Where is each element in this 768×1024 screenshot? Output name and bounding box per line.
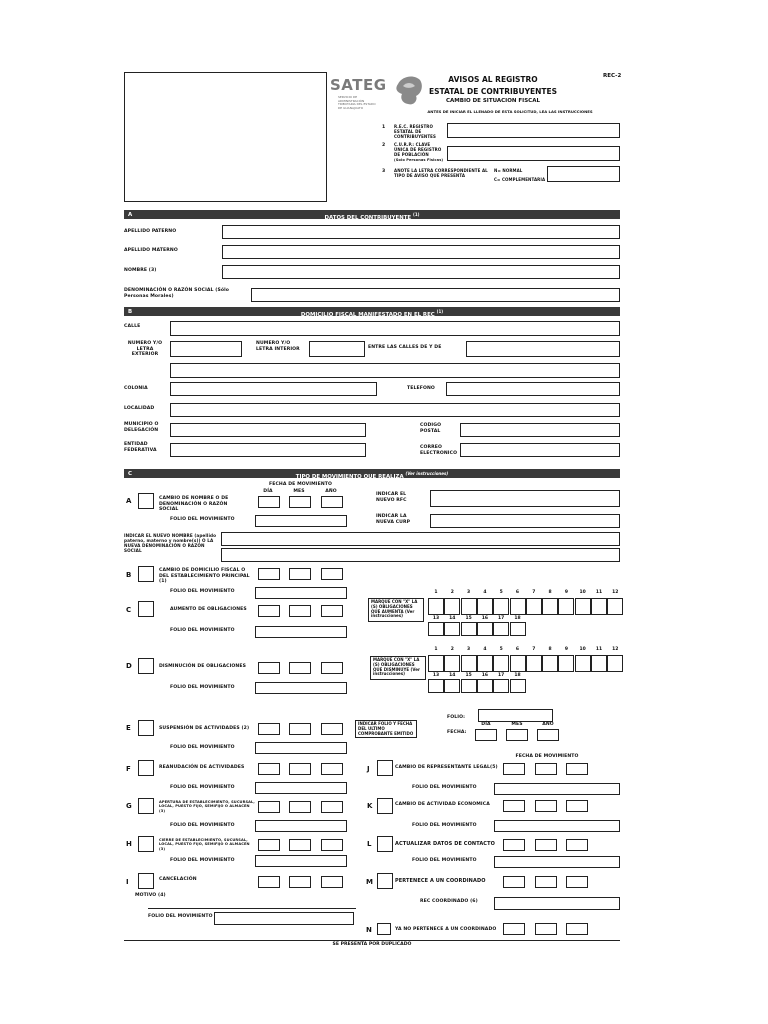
correo-input[interactable]: [460, 443, 620, 457]
mov-e-anio-label: AÑO: [542, 722, 554, 727]
mov-c-obligation-number-10: 10: [579, 590, 586, 595]
mov-d-obligation-number-4: 4: [483, 647, 487, 652]
mov-c-obligation-box-16[interactable]: [477, 622, 493, 636]
mov-n-letter: N: [366, 926, 372, 934]
photo-box: [124, 72, 327, 202]
localidad-input[interactable]: [170, 403, 620, 417]
mov-i-folio-label: FOLIO DEL MOVIMIENTO: [148, 914, 213, 919]
mov-h-day[interactable]: [258, 839, 280, 851]
telefono-label: TELEFONO: [407, 386, 435, 391]
normal-label: N= NORMAL: [494, 168, 523, 173]
form-subtitle: CAMBIO DE SITUACION FISCAL: [446, 98, 540, 104]
mov-b-folio-label: FOLIO DEL MOVIMIENTO: [170, 589, 235, 594]
calle-label: CALLE: [124, 324, 141, 329]
mov-c-letter: C: [126, 606, 132, 614]
mov-d-obligation-number-17: 17: [498, 673, 505, 678]
field-2-number: 2: [382, 143, 386, 148]
mov-h-folio-label: FOLIO DEL MOVIMIENTO: [170, 858, 235, 863]
mov-c-obligation-number-15: 15: [465, 616, 472, 621]
mov-d-obligation-number-5: 5: [499, 647, 503, 652]
mov-n-label: YA NO PERTENECE A UN COORDINADO: [395, 927, 497, 932]
entre-calles-input-1[interactable]: [466, 341, 620, 357]
mov-d-obligation-box-14[interactable]: [444, 679, 460, 693]
field-3-number: 3: [382, 169, 386, 174]
mov-d-obligation-number-18: 18: [514, 673, 521, 678]
colonia-input[interactable]: [170, 382, 377, 396]
mov-h-label: CIERRE DE ESTABLECIMIENTO, SUCURSAL, LOCAL, PUESTO FIJO, SEMIFIJO O ALMACEN (3): [159, 838, 250, 851]
mov-d-obligation-box-18[interactable]: [510, 679, 526, 693]
mov-a-letter: A: [126, 497, 132, 505]
mov-d-obligation-number-7: 7: [532, 647, 536, 652]
mov-l-day[interactable]: [503, 839, 525, 851]
mov-c-obligation-number-13: 13: [432, 616, 440, 621]
mov-a-checkbox[interactable]: [138, 493, 154, 509]
municipio-label: MUNICIPIO O DELEGACIÓN: [124, 422, 159, 433]
mov-c-obligation-number-7: 7: [532, 590, 536, 595]
mov-h-folio-input[interactable]: [255, 855, 347, 867]
mov-g-month[interactable]: [289, 801, 311, 813]
mov-b-folio-input[interactable]: [255, 587, 347, 599]
mov-e-label: SUSPENSIÓN DE ACTIVIDADES (2): [159, 726, 250, 731]
mov-c-obligation-box-18[interactable]: [510, 622, 526, 636]
mov-c-obligation-number-5: 5: [499, 590, 503, 595]
section-b-sup: (1): [436, 308, 444, 314]
nuevo-nombre-label: INDICAR EL NUEVO NOMBRE (apellido paterno, materno y nombre(s)) O LA NUEVA DENOMINACIÓN O RAZÓN SOCIAL: [124, 533, 217, 553]
rec-coordinado-input[interactable]: [494, 897, 620, 910]
mov-e-folio-mov-input[interactable]: [255, 742, 347, 754]
mov-a-folio-input[interactable]: [255, 515, 347, 527]
mov-a-folio-label: FOLIO DEL MOVIMIENTO: [170, 517, 235, 522]
mov-l-label: ACTUALIZAR DATOS DE CONTACTO: [395, 841, 495, 847]
mov-f-folio-input[interactable]: [255, 782, 347, 794]
mov-c-note: MARQUE CON "X" LA (S) OBLIGACIONES QUE AUMENTA (Ver instrucciones): [368, 598, 424, 622]
mov-c-obligation-box-2[interactable]: [444, 598, 460, 615]
mov-e-checkbox[interactable]: [138, 720, 154, 736]
mov-a-year[interactable]: [321, 496, 343, 508]
mov-b-letter: B: [126, 571, 132, 579]
mov-c-obligation-box-6[interactable]: [510, 598, 526, 615]
mov-j-day[interactable]: [503, 763, 525, 775]
mov-d-obligation-box-1[interactable]: [428, 655, 444, 672]
mov-e-letter: E: [126, 724, 131, 732]
mov-g-label: APERTURA DE ESTABLECIMIENTO, SUCURSAL, LOCAL, PUESTO FIJO, SEMIFIJO O ALMACEN (3): [159, 800, 255, 813]
rec-input[interactable]: [447, 123, 620, 138]
mov-f-label: REANUDACIÓN DE ACTIVIDADES: [159, 765, 245, 770]
dia-label: DÍA: [263, 489, 273, 494]
mov-g-checkbox[interactable]: [138, 798, 154, 814]
mov-j-folio-input[interactable]: [494, 783, 620, 795]
mov-g-folio-input[interactable]: [255, 820, 347, 832]
mov-d-year[interactable]: [321, 662, 343, 674]
mov-a-day[interactable]: [258, 496, 280, 508]
mov-c-obligation-box-8[interactable]: [542, 598, 558, 615]
mov-n-checkbox[interactable]: [377, 923, 391, 935]
mov-i-checkbox[interactable]: [138, 873, 154, 889]
mov-d-obligation-number-1: 1: [434, 647, 438, 652]
mov-c-obligation-number-18: 18: [514, 616, 521, 621]
instruction-text: ANTES DE INICIAR EL LLENADO DE ESTA SOLICITUD, LEA LAS INSTRUCCIONES: [427, 109, 593, 114]
mov-f-day[interactable]: [258, 763, 280, 775]
mov-n-month[interactable]: [535, 923, 557, 935]
mov-j-label: CAMBIO DE REPRESENTANTE LEGAL(5): [395, 765, 498, 770]
mov-d-obligation-number-8: 8: [548, 647, 552, 652]
mov-c-obligation-box-7[interactable]: [526, 598, 542, 615]
mov-m-checkbox[interactable]: [377, 873, 393, 889]
mov-d-obligation-number-11: 11: [595, 647, 603, 652]
nuevo-rfc-label: INDICAR EL NUEVO RFC: [376, 492, 407, 503]
mov-c-obligation-number-16: 16: [481, 616, 489, 621]
mov-d-checkbox[interactable]: [138, 658, 154, 674]
mov-d-obligation-box-10[interactable]: [575, 655, 591, 672]
mov-d-letter: D: [126, 662, 132, 670]
section-c-sup: (Ver instrucciones): [405, 470, 449, 476]
mov-c-obligation-box-5[interactable]: [493, 598, 509, 615]
mov-c-obligation-box-10[interactable]: [575, 598, 591, 615]
mov-d-obligation-number-13: 13: [432, 673, 440, 678]
mov-e-month[interactable]: [289, 723, 311, 735]
mov-k-day[interactable]: [503, 800, 525, 812]
footer-divider: [124, 940, 620, 941]
mov-a-label: CAMBIO DE NOMBRE O DE DENOMINACIÓN O RAZÓN SOCIAL: [159, 496, 229, 513]
curp-note: (Solo Personas Fisicas): [394, 158, 444, 162]
mov-c-obligation-number-2: 2: [450, 590, 454, 595]
mov-c-checkbox[interactable]: [138, 601, 154, 617]
mov-d-obligation-number-12: 12: [612, 647, 619, 652]
mov-d-obligation-box-3[interactable]: [461, 655, 477, 672]
mov-d-note: MARQUE CON "X" LA (S) OBLIGACIONES QUE DISMINUYE (Ver instrucciones): [370, 656, 426, 680]
mov-k-folio-label: FOLIO DEL MOVIMIENTO: [412, 823, 477, 828]
curp-input[interactable]: [447, 146, 620, 161]
apellido-paterno-input[interactable]: [222, 225, 620, 239]
mov-c-obligation-number-9: 9: [564, 590, 568, 595]
mov-g-letter: G: [126, 802, 132, 810]
mov-c-obligation-box-4[interactable]: [477, 598, 493, 615]
mov-f-year[interactable]: [321, 763, 343, 775]
field-1-number: 1: [382, 125, 386, 130]
mov-k-checkbox[interactable]: [377, 798, 393, 814]
nueva-curp-input[interactable]: [430, 514, 620, 528]
mov-h-checkbox[interactable]: [138, 836, 154, 852]
mov-i-letter: I: [126, 878, 129, 886]
mov-e-folio-input[interactable]: [478, 709, 553, 722]
motivo-line[interactable]: [148, 908, 356, 909]
rec-label: R.E.C. REGISTRO ESTATAL DE CONTRIBUYENTES: [394, 124, 436, 139]
mov-g-folio-label: FOLIO DEL MOVIMIENTO: [170, 823, 235, 828]
mov-d-obligation-box-13[interactable]: [428, 679, 444, 693]
mov-c-obligation-number-3: 3: [467, 590, 471, 595]
num-int-label: NUMERO Y/O LETRA INTERIOR: [256, 341, 300, 352]
logo-text: SATEG: [330, 76, 387, 94]
mov-d-obligation-box-4[interactable]: [477, 655, 493, 672]
mov-d-folio-label: FOLIO DEL MOVIMIENTO: [170, 685, 235, 690]
mov-d-obligation-number-14: 14: [449, 673, 456, 678]
nuevo-nombre-input-2[interactable]: [221, 548, 620, 562]
mov-e-comp-month[interactable]: [506, 729, 528, 741]
mov-c-obligation-number-8: 8: [548, 590, 552, 595]
num-ext-label: NUMERO Y/O LETRA EXTERIOR: [127, 341, 163, 358]
mov-c-obligation-number-17: 17: [498, 616, 505, 621]
nombre-input[interactable]: [222, 265, 620, 279]
mov-c-obligation-number-4: 4: [483, 590, 487, 595]
mov-c-folio-input[interactable]: [255, 626, 347, 638]
mov-m-year[interactable]: [566, 876, 588, 888]
mov-c-obligation-box-17[interactable]: [493, 622, 509, 636]
mov-d-obligation-number-16: 16: [481, 673, 489, 678]
razon-social-label: DENOMINACIÓN O RAZÓN SOCIAL (Sólo Personas Morales): [124, 288, 230, 299]
mov-f-letter: F: [126, 765, 131, 773]
section-a-code: A: [128, 211, 133, 218]
mov-i-month[interactable]: [289, 876, 311, 888]
mov-c-obligation-box-9[interactable]: [558, 598, 574, 615]
section-a-header: [124, 210, 620, 219]
mov-m-month[interactable]: [535, 876, 557, 888]
section-a-sup: (1): [412, 211, 420, 217]
mov-d-obligation-number-3: 3: [467, 647, 471, 652]
complementaria-label: C= COMPLEMENTARIA: [494, 177, 546, 182]
mov-b-month[interactable]: [289, 568, 311, 580]
mov-c-obligation-box-11[interactable]: [591, 598, 607, 615]
nueva-curp-label: INDICAR LA NUEVA CURP: [376, 514, 411, 525]
mov-d-obligation-number-10: 10: [579, 647, 586, 652]
section-b-header: [124, 307, 620, 316]
mov-k-folio-input[interactable]: [494, 820, 620, 832]
anio-label: AÑO: [325, 489, 337, 494]
mov-d-obligation-box-8[interactable]: [542, 655, 558, 672]
mov-d-obligation-number-15: 15: [465, 673, 472, 678]
mov-m-day[interactable]: [503, 876, 525, 888]
mov-c-obligation-number-11: 11: [595, 590, 603, 595]
mov-d-obligation-box-16[interactable]: [477, 679, 493, 693]
motivo-label: MOTIVO (4): [135, 893, 166, 898]
mov-k-month[interactable]: [535, 800, 557, 812]
mov-d-obligation-box-15[interactable]: [461, 679, 477, 693]
tipo-aviso-label: ANOTE LA LETRA CORRESPONDIENTE AL TIPO DE AVISO QUE PRESENTA: [394, 168, 488, 178]
mov-d-obligation-number-9: 9: [564, 647, 568, 652]
mov-l-checkbox[interactable]: [377, 836, 393, 852]
mov-e-mes-label: MES: [511, 722, 523, 727]
apellido-materno-label: APELLIDO MATERNO: [124, 248, 178, 253]
mov-n-year[interactable]: [566, 923, 588, 935]
mov-l-folio-label: FOLIO DEL MOVIMIENTO: [412, 858, 477, 863]
fecha-movimiento-right-label: FECHA DE MOVIMIENTO: [515, 754, 579, 759]
mov-f-folio-label: FOLIO DEL MOVIMIENTO: [170, 785, 235, 790]
mov-b-checkbox[interactable]: [138, 566, 154, 582]
mov-j-checkbox[interactable]: [377, 760, 393, 776]
mov-m-letter: M: [366, 878, 373, 886]
mov-d-obligation-box-2[interactable]: [444, 655, 460, 672]
mov-a-month[interactable]: [289, 496, 311, 508]
mov-d-obligation-box-7[interactable]: [526, 655, 542, 672]
mov-i-year[interactable]: [321, 876, 343, 888]
nuevo-nombre-input-1[interactable]: [221, 532, 620, 546]
mov-d-obligation-box-17[interactable]: [493, 679, 509, 693]
mov-l-month[interactable]: [535, 839, 557, 851]
mov-d-obligation-box-9[interactable]: [558, 655, 574, 672]
nuevo-rfc-input[interactable]: [430, 490, 620, 507]
mov-c-obligation-number-12: 12: [612, 590, 619, 595]
mov-d-month[interactable]: [289, 662, 311, 674]
localidad-label: LOCALIDAD: [124, 406, 155, 411]
form-title-1: AVISOS AL REGISTRO: [448, 75, 538, 84]
mov-i-label: CANCELACIÓN: [159, 877, 197, 882]
mov-d-folio-input[interactable]: [255, 682, 347, 694]
mov-d-obligation-box-6[interactable]: [510, 655, 526, 672]
mov-c-obligation-box-3[interactable]: [461, 598, 477, 615]
mov-j-month[interactable]: [535, 763, 557, 775]
entre-calles-input-2[interactable]: [170, 363, 620, 378]
mov-i-folio-input[interactable]: [214, 912, 354, 925]
section-b-title: DOMICILIO FISCAL MANIFESTADO EN EL REC: [300, 311, 435, 318]
rec-coordinado-label: REC COORDINADO (6): [420, 899, 478, 904]
apellido-materno-input[interactable]: [222, 245, 620, 259]
mov-c-obligation-box-14[interactable]: [444, 622, 460, 636]
tipo-aviso-input[interactable]: [547, 166, 620, 182]
mov-f-checkbox[interactable]: [138, 760, 154, 776]
mov-c-obligation-number-14: 14: [449, 616, 456, 621]
mes-label: MES: [293, 489, 305, 494]
mov-n-day[interactable]: [503, 923, 525, 935]
sateg-logo: [330, 74, 426, 114]
mov-m-label: PERTENECE A UN COORDINADO: [395, 878, 486, 884]
mov-e-comp-day[interactable]: [475, 729, 497, 741]
mov-j-year[interactable]: [566, 763, 588, 775]
entidad-input[interactable]: [170, 443, 366, 457]
section-a-title: DATOS DEL CONTRIBUYENTE: [324, 214, 412, 221]
fecha-movimiento-label: FECHA DE MOVIMIENTO: [268, 482, 333, 487]
mov-g-day[interactable]: [258, 801, 280, 813]
nombre-label: NOMBRE (3): [124, 268, 157, 273]
mov-l-year[interactable]: [566, 839, 588, 851]
mov-c-obligation-number-6: 6: [515, 590, 520, 595]
entidad-label: ENTIDAD FEDERATIVA: [124, 442, 157, 453]
mov-e-folio-mov-label: FOLIO DEL MOVIMIENTO: [170, 745, 235, 750]
mov-c-obligation-box-13[interactable]: [428, 622, 444, 636]
correo-label: CORREO ELECTRONICO: [420, 445, 458, 456]
mov-l-folio-input[interactable]: [494, 856, 620, 868]
razon-social-input[interactable]: [251, 288, 620, 302]
form-code: REC-2: [603, 73, 622, 79]
section-c-title: TIPO DE MOVIMIENTO QUE REALIZA: [295, 473, 404, 480]
entre-calles-label: ENTRE LAS CALLES DE Y DE: [368, 345, 442, 350]
mov-h-year[interactable]: [321, 839, 343, 851]
mov-l-letter: L: [367, 840, 372, 848]
mov-d-obligation-box-5[interactable]: [493, 655, 509, 672]
mov-j-letter: J: [367, 765, 370, 773]
logo-subtext: SERVICIO DE ADMINISTRACIÓN TRIBUTARIA DEL ESTADO DE GUANAJUATO: [338, 95, 376, 110]
mov-d-label: DISMINUCIÓN DE OBLIGACIONES: [159, 664, 247, 669]
municipio-input[interactable]: [170, 423, 366, 437]
form-title-2: ESTATAL DE CONTRIBUYENTES: [428, 87, 558, 96]
section-b-code: B: [128, 308, 133, 315]
calle-input[interactable]: [170, 321, 620, 336]
mov-g-year[interactable]: [321, 801, 343, 813]
codigo-postal-label: CODIGO POSTAL: [420, 423, 442, 434]
telefono-input[interactable]: [446, 382, 620, 396]
mov-e-dia-label: DÍA: [481, 722, 491, 727]
mov-c-obligation-box-15[interactable]: [461, 622, 477, 636]
mov-h-letter: H: [126, 840, 132, 848]
mov-e-day[interactable]: [258, 723, 280, 735]
mov-i-day[interactable]: [258, 876, 280, 888]
mov-c-folio-label: FOLIO DEL MOVIMIENTO: [170, 628, 235, 633]
codigo-postal-input[interactable]: [460, 423, 620, 437]
num-ext-input[interactable]: [170, 341, 242, 357]
colonia-label: COLONIA: [124, 386, 148, 391]
mov-k-letter: K: [367, 802, 373, 810]
mov-c-obligation-box-1[interactable]: [428, 598, 444, 615]
mov-k-label: CAMBIO DE ACTIVIDAD ECONOMICA: [395, 802, 490, 807]
mov-e-folio-label: FOLIO:: [447, 715, 466, 720]
mov-f-month[interactable]: [289, 763, 311, 775]
mov-d-obligation-number-2: 2: [450, 647, 454, 652]
mov-d-obligation-number-6: 6: [515, 647, 520, 652]
footer-text: SE PRESENTA POR DUPLICADO: [332, 942, 412, 947]
mov-c-year[interactable]: [321, 605, 343, 617]
mov-e-year[interactable]: [321, 723, 343, 735]
mov-b-year[interactable]: [321, 568, 343, 580]
mov-e-note: INDICAR FOLIO Y FECHA DEL ULTIMO COMPROBANTE EMITIDO: [355, 720, 417, 738]
mov-c-month[interactable]: [289, 605, 311, 617]
apellido-paterno-label: APELLIDO PATERNO: [124, 229, 177, 234]
mov-d-obligation-box-11[interactable]: [591, 655, 607, 672]
mov-b-day[interactable]: [258, 568, 280, 580]
mov-c-obligation-number-1: 1: [434, 590, 438, 595]
section-c-header: [124, 469, 620, 478]
mov-c-obligation-box-12[interactable]: [607, 598, 623, 615]
mov-c-day[interactable]: [258, 605, 280, 617]
mov-e-fecha-label: FECHA:: [447, 730, 467, 735]
num-int-input[interactable]: [309, 341, 365, 357]
section-c-code: C: [128, 470, 132, 477]
state-map-icon: [394, 74, 424, 108]
mov-b-label: CAMBIO DE DOMICILIO FISCAL O DEL ESTABLECIMIENTO PRINCIPAL (1): [159, 568, 250, 585]
mov-d-day[interactable]: [258, 662, 280, 674]
mov-j-folio-label: FOLIO DEL MOVIMIENTO: [412, 785, 477, 790]
mov-c-label: AUMENTO DE OBLIGACIONES: [170, 607, 247, 612]
mov-h-month[interactable]: [289, 839, 311, 851]
curp-label: C.U.R.P.: CLAVE ÚNICA DE REGISTRO DE POBLACIÓN: [394, 142, 442, 157]
mov-d-obligation-box-12[interactable]: [607, 655, 623, 672]
mov-e-comp-year[interactable]: [537, 729, 559, 741]
mov-k-year[interactable]: [566, 800, 588, 812]
